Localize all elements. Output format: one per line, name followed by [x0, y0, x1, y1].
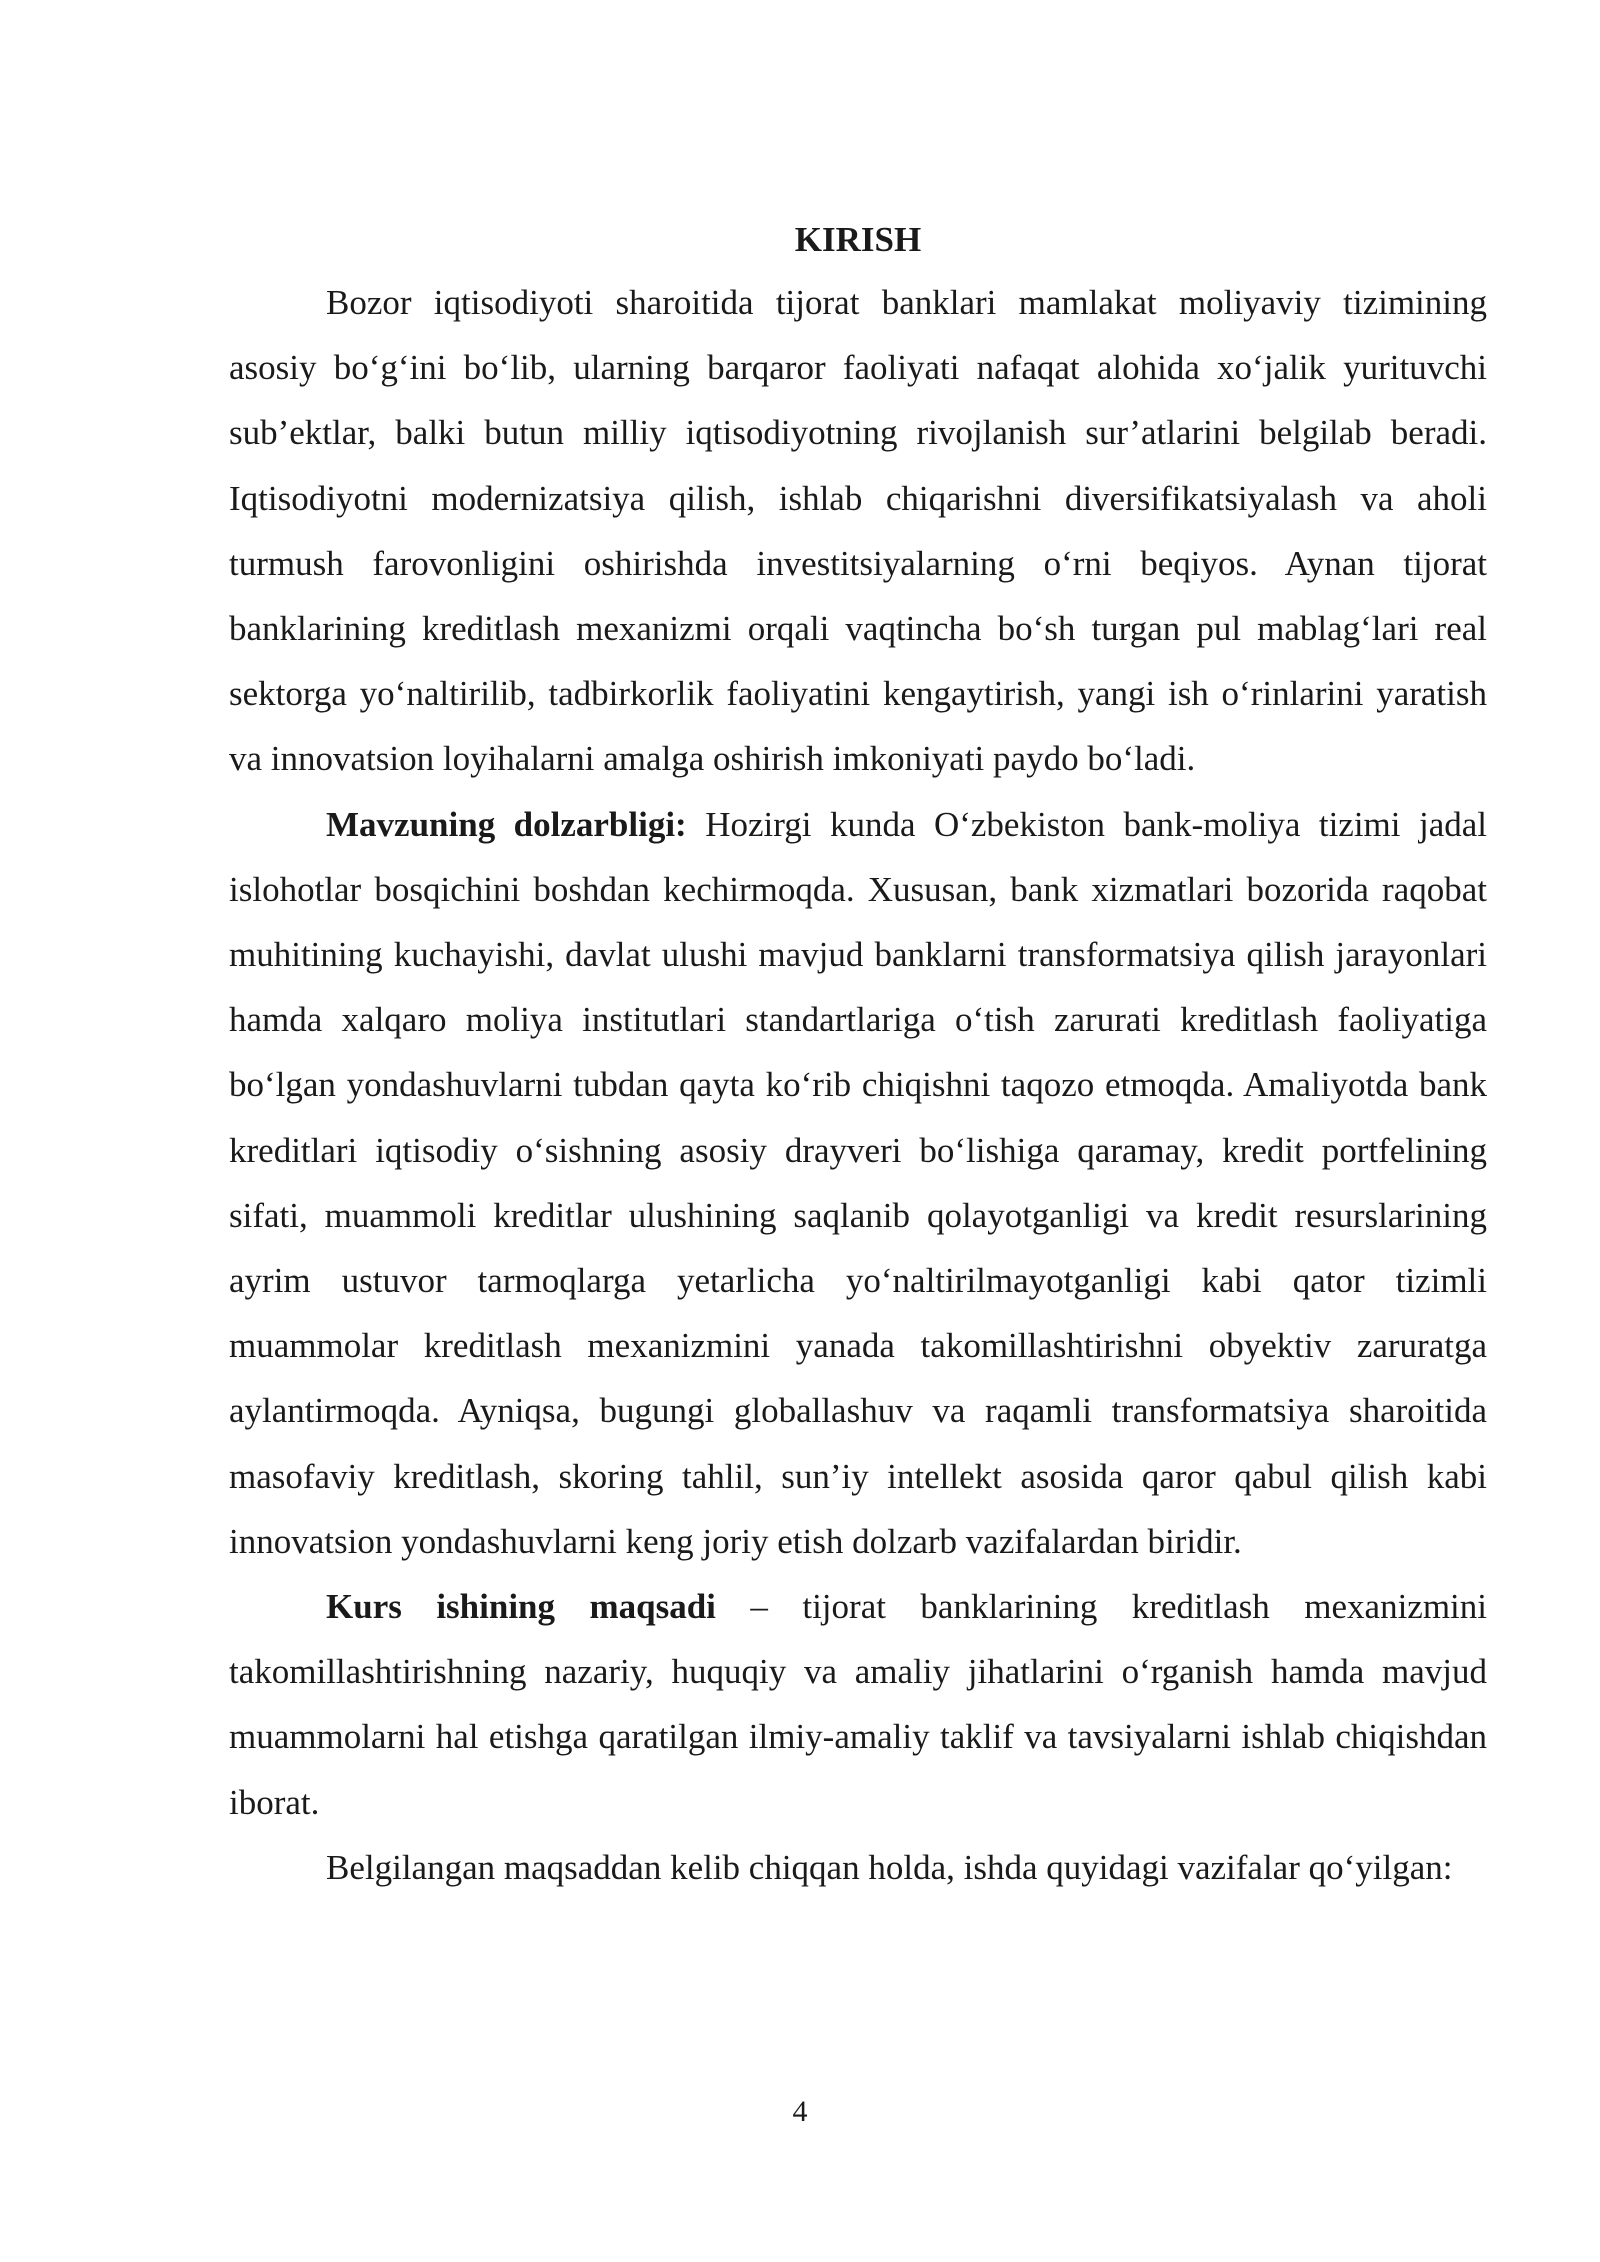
intro-paragraph: [229, 270, 1487, 792]
paragraph-text: Belgilangan maqsaddan kelib chiqqan holda, ishda quyidagi vazifalar qo‘yilgan:: [326, 1847, 1453, 1887]
relevance-heading: Mavzuning dolzarbligi:: [326, 804, 687, 844]
goal-heading: Kurs ishining maqsadi: [326, 1587, 716, 1627]
page-content: [229, 210, 1487, 1900]
paragraph-text: – tijorat banklarining kreditlash mexanizmini takomillashtirishning nazariy, huquqiy va amaliy jihatlarini o‘rganish hamda mavjud muammolarni hal etishga qaratilgan ilmiy-amaliy taklif va tavsiyalarni ishlab chiqishdan iborat.: [229, 1587, 1488, 1822]
tasks-paragraph: [229, 1835, 1487, 1900]
page-number: 4: [792, 2095, 808, 2128]
paragraph-text: Bozor iqtisodiyoti sharoitida tijorat banklari mamlakat moliyaviy tizimining asosiy bo‘g‘ini bo‘lib, ularning barqaror faoliyati nafaqat alohida xo‘jalik yurituvchi sub’ektlar, balki butun milliy iqtisodiyotning rivojlanish sur’atlarini belgilab beradi. Iqtisodiyotni modernizatsiya qilish, ishlab chiqarishni diversifikatsiyalash va aholi turmush farovonligini oshirishda investitsiyalarning o‘rni beqiyos. Aynan tijorat banklarining kreditlash mexanizmi orqali vaqtincha bo‘sh turgan pul mablag‘lari real sektorga yo‘naltirilib, tadbirkorlik faoliyatini kengaytirish, yangi ish o‘rinlarini yaratish va innovatsion loyihalarni amalga oshirish imkoniyati paydo bo‘ladi.: [229, 283, 1487, 779]
relevance-paragraph: [229, 792, 1487, 1574]
goal-paragraph: [229, 1574, 1487, 1835]
section-title: KIRISH: [794, 220, 922, 259]
paragraph-text: Hozirgi kunda O‘zbekiston bank-moliya tizimi jadal islohotlar bosqichini boshdan kechirmoqda. Xususan, bank xizmatlari bozorida raqobat muhitining kuchayishi, davlat ulushi mavjud banklarni transformatsiya qilish jarayonlari hamda xalqaro moliya institutlari standartlariga o‘tish zarurati kreditlash faoliyatiga bo‘lgan yondashuvlarni tubdan qayta ko‘rib chiqishni taqozo etmoqda. Amaliyotda bank kreditlari iqtisodiy o‘sishning asosiy drayveri bo‘lishiga qaramay, kredit portfelining sifati, muammoli kreditlar ulushining saqlanib qolayotganligi va kredit resurslarining ayrim ustuvor tarmoqlarga yetarlicha yo‘naltirilmayotganligi kabi qator tizimli muammolar kreditlash mexanizmini yanada takomillashtirishni obyektiv zaruratga aylantirmoqda. Ayniqsa, bugungi globallashuv va raqamli transformatsiya sharoitida masofaviy kreditlash, skoring tahlil, sun’iy intellekt asosida qaror qabul qilish kabi innovatsion yondashuvlarni keng joriy etish dolzarb vazifalardan biridir.: [229, 804, 1487, 1561]
